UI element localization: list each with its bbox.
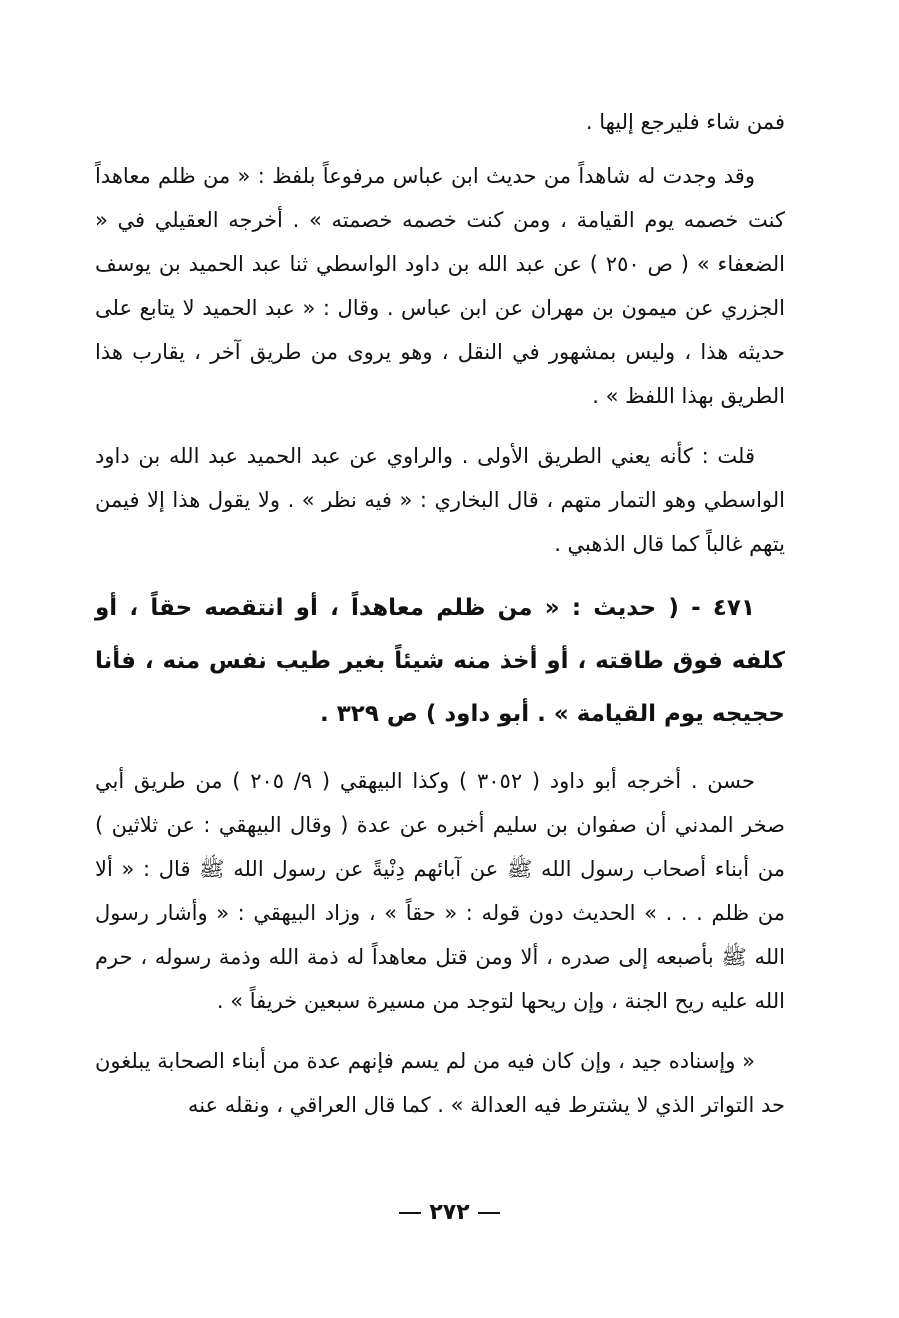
- page-number-footer: [0, 1200, 899, 1225]
- hadith-heading: ٤٧١ - ( حديث : « من ظلم معاهداً ، أو انتقصه حقاً ، أو كلفه فوق طاقته ، أو أخذ منه شيئاً بغير طيب نفس منه ، فأنا حجيجه يوم القيامة » . أبو داود ) ص ٣٢٩ .: [95, 595, 785, 727]
- paragraph-comment: قلت : كأنه يعني الطريق الأولى . والراوي عن عبد الحميد عبد الله بن داود الواسطي وهو التمار متهم ، قال البخاري : « فيه نظر » . ولا يقول هذا إلا فيمن يتهم غالباً كما قال الذهبي .: [95, 444, 785, 556]
- page-number: ٢٧٢: [429, 1200, 470, 1225]
- continuation-line: فمن شاء فليرجع إليها .: [585, 110, 785, 134]
- paragraph-takhrij: حسن . أخرجه أبو داود ( ٣٠٥٢ ) وكذا البيهقي ( ٩/ ٢٠٥ ) من طريق أبي صخر المدني أن صفوان بن سليم أخبره عن عدة ( وقال البيهقي : عن ثلاثين ) من أبناء أصحاب رسول الله ﷺ عن آبائهم دِنْيةً عن رسول الله ﷺ قال : « ألا من ظلم . . . » الحديث دون قوله : « حقاً » ، وزاد البيهقي : « وأشار رسول الله ﷺ بأصبعه إلى صدره ، ألا ومن قتل معاهداً له ذمة الله وذمة رسوله ، حرم الله عليه ريح الجنة ، وإن ريحها لتوجد من مسيرة سبعين خريفاً » .: [95, 769, 785, 1013]
- paragraph-isnad: « وإسناده جيد ، وإن كان فيه من لم يسم فإنهم عدة من أبناء الصحابة يبلغون حد التواتر الذي لا يشترط فيه العدالة » . كما قال العراقي ، ونقله عنه: [95, 1049, 785, 1117]
- dash-left: [399, 1212, 421, 1214]
- dash-right: [478, 1212, 500, 1214]
- paragraph-shahid: وقد وجدت له شاهداً من حديث ابن عباس مرفوعاً بلفظ : « من ظلم معاهداً كنت خصمه يوم القيامة ، ومن كنت خصمه خصمته » . أخرجه العقيلي في « الضعفاء » ( ص ٢٥٠ ) عن عبد الله بن داود الواسطي ثنا عبد الحميد بن يوسف الجزري عن ميمون بن مهران عن ابن عباس . وقال : « عبد الحميد لا يتابع على حديثه هذا ، وليس بمشهور في النقل ، وهو يروى من طريق آخر ، يقارب هذا الطريق بهذا اللفظ » .: [95, 164, 785, 408]
- page-body: [95, 100, 785, 1127]
